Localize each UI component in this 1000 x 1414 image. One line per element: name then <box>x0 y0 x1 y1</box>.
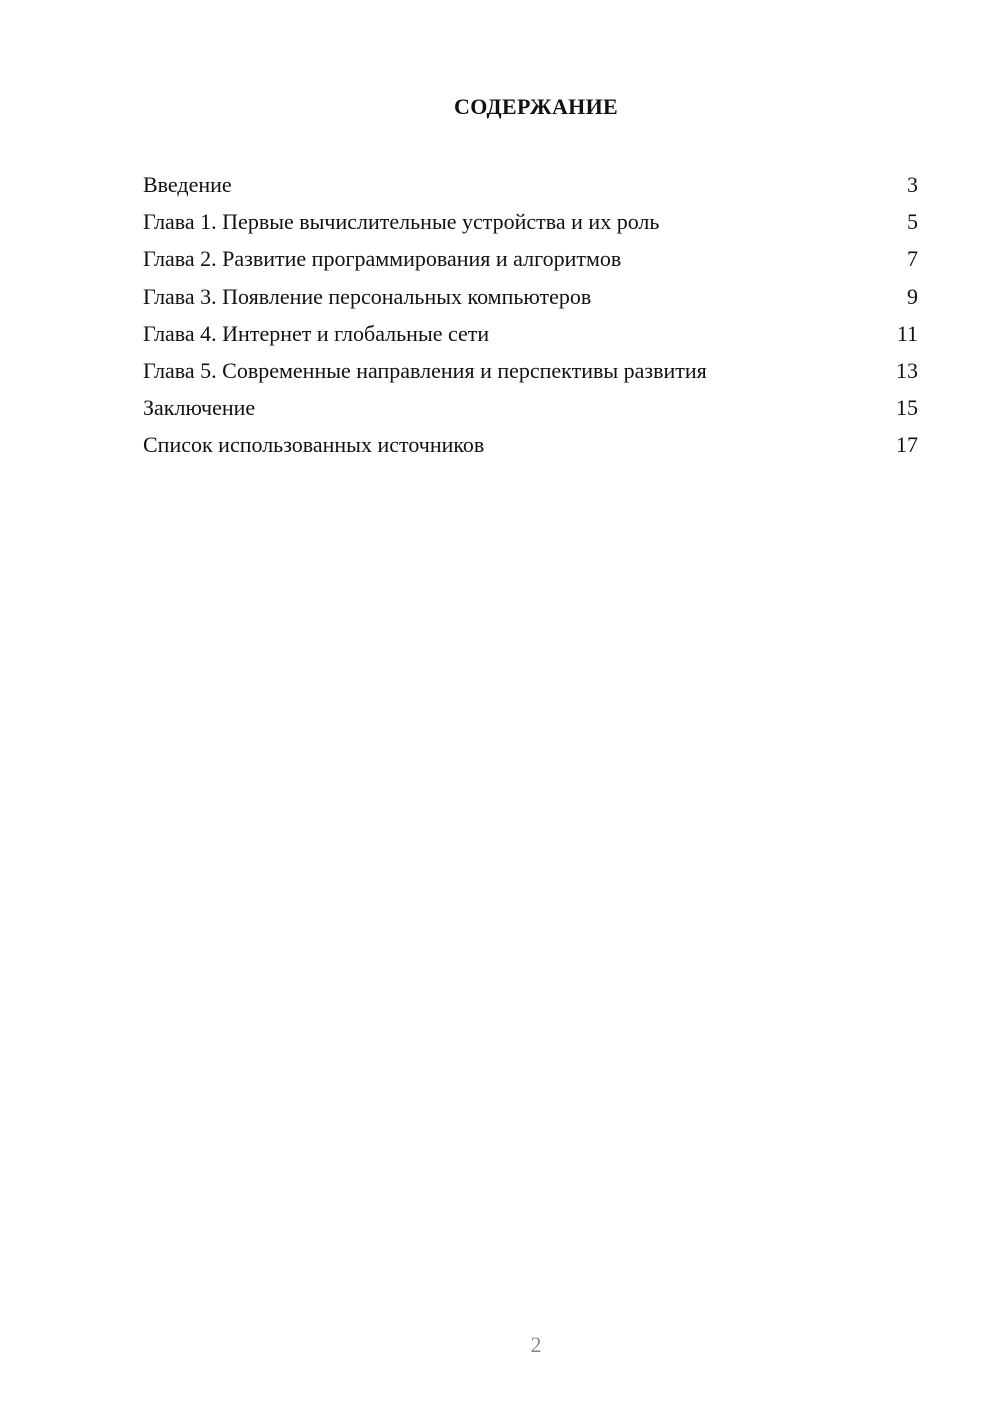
toc-entry-conclusion <box>143 389 918 426</box>
toc-entry-chapter-2 <box>143 240 918 277</box>
toc-entry-page: 13 <box>896 357 918 383</box>
toc-entry-page: 3 <box>907 172 918 197</box>
toc-entry-page: 17 <box>896 432 918 458</box>
toc-entry-page: 7 <box>907 246 918 272</box>
table-of-contents <box>143 166 918 464</box>
toc-entry-page: 15 <box>896 395 918 421</box>
toc-entry-chapter-4 <box>143 315 918 352</box>
toc-entry-chapter-5 <box>143 352 918 389</box>
toc-entry-chapter-1 <box>143 203 918 240</box>
page-title: СОДЕРЖАНИЕ <box>454 94 618 119</box>
page-number: 2 <box>530 1332 542 1357</box>
toc-entry-label: Заключение <box>143 395 256 421</box>
toc-entry-chapter-3 <box>143 278 918 315</box>
toc-entry-introduction <box>143 166 918 203</box>
toc-entry-label: Список использованных источников <box>143 432 485 458</box>
toc-entry-label: Глава 4. Интернет и глобальные сети <box>143 320 490 346</box>
toc-entry-label: Глава 1. Первые вычислительные устройства и их роль <box>143 209 660 235</box>
toc-entry-label: Глава 3. Появление персональных компьютеров <box>143 283 592 309</box>
toc-entry-page: 5 <box>907 209 918 235</box>
toc-entry-page: 9 <box>907 283 918 309</box>
toc-entry-label: Введение <box>143 172 232 197</box>
toc-entry-references <box>143 426 918 463</box>
toc-entry-page: 11 <box>896 320 918 346</box>
toc-entry-label: Глава 2. Развитие программирования и алгоритмов <box>143 246 622 272</box>
toc-entry-label: Глава 5. Современные направления и перспективы развития <box>143 357 707 383</box>
